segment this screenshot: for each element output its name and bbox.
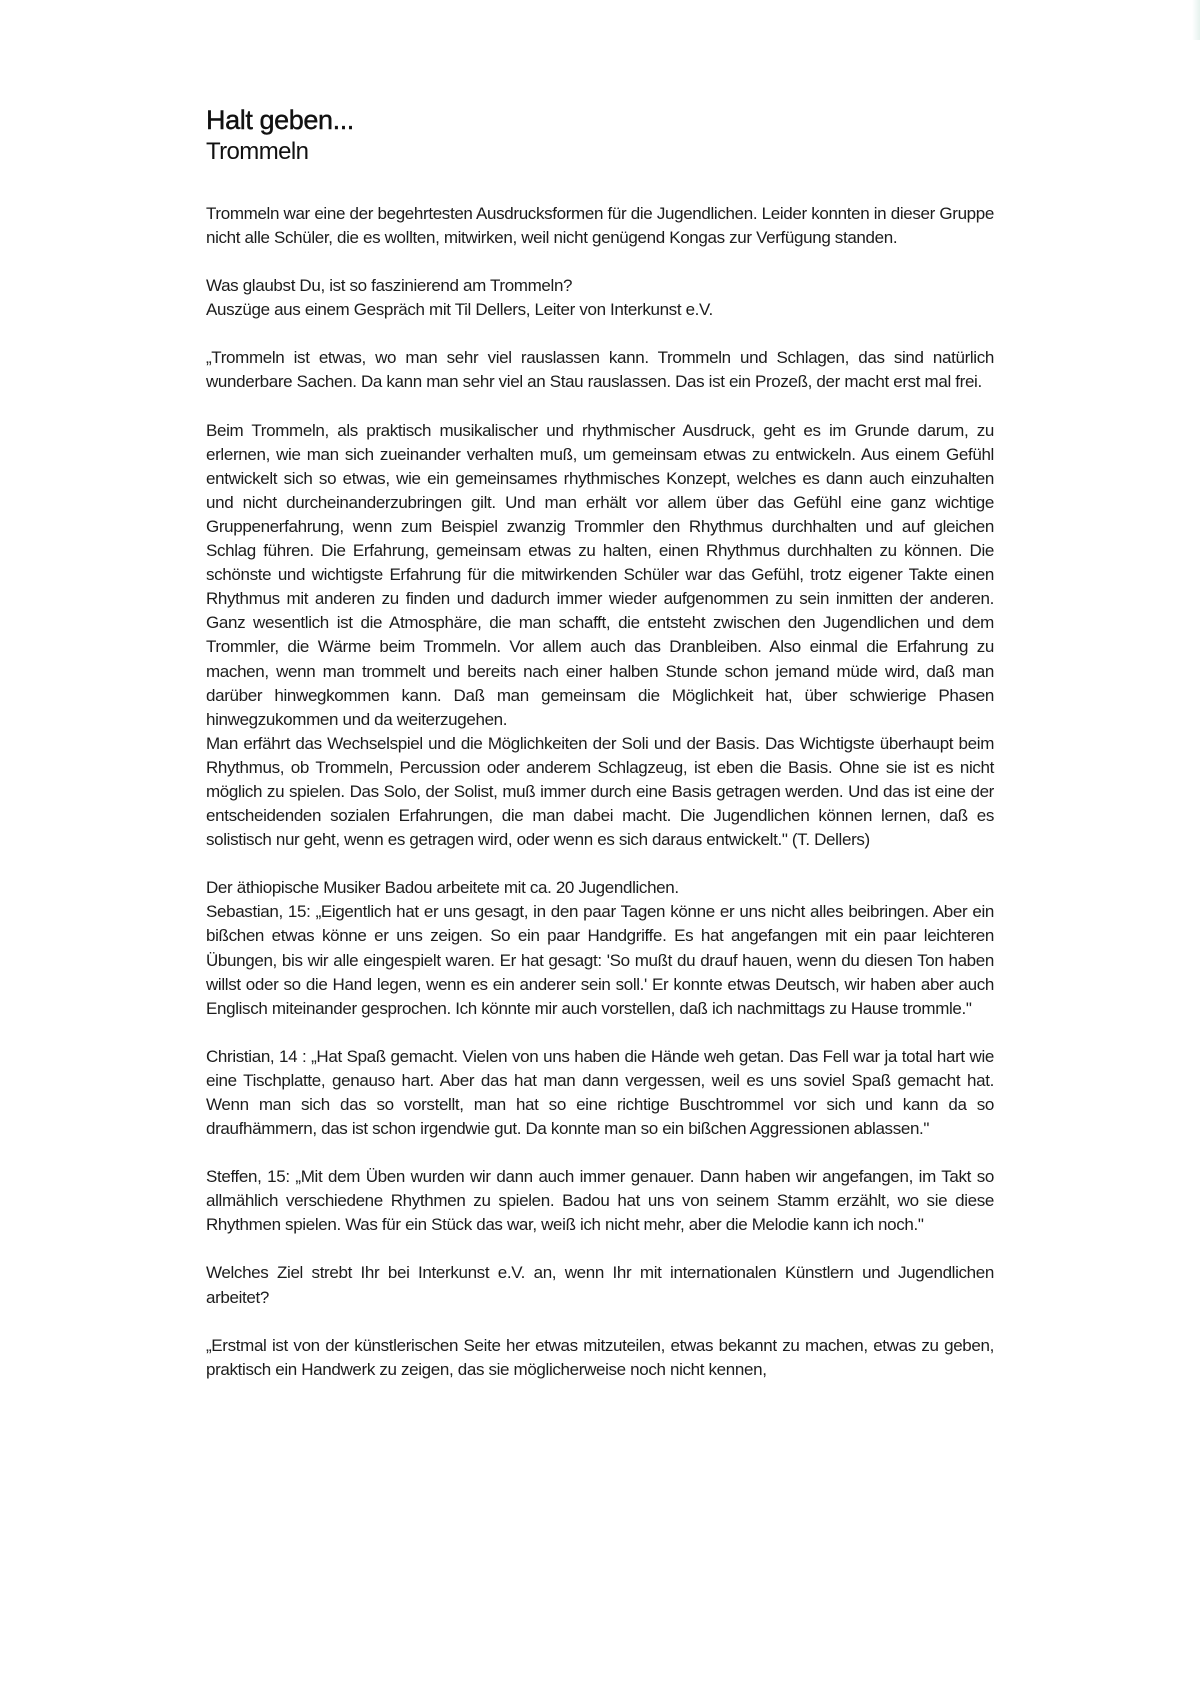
student-statements — [206, 876, 994, 1021]
article — [206, 103, 994, 1382]
badou-intro: Der äthiopische Musiker Badou arbeitete mit ca. 20 Jugendlichen. — [206, 878, 679, 898]
quote-paragraph-3: Man erfährt das Wechselspiel und die Möglichkeiten der Soli und der Basis. Das Wichtigste überhaupt beim Rhythmus, ob Trommeln, Percussion oder anderem Schlagzeug, ist eben die Basis. Ohne sie ist es nicht möglich zu spielen. Das Solo, der Solist, muß immer durch eine Basis getragen werden. Und das ist eine der entscheidenden sozialen Erfahrungen, die man dabei macht. Die Jugendlichen können lernen, daß es solistisch nur geht, wenn es getragen wird, oder wenn es sich daraus entwickelt." (T. Dellers) — [206, 733, 994, 850]
article-title: Halt geben... — [206, 105, 354, 135]
interview-question-2: Welches Ziel strebt Ihr bei Interkunst e.V. an, wenn Ihr mit internationalen Künstlern und Jugendlichen arbeitet? — [206, 1263, 994, 1307]
article-subtitle: Trommeln — [206, 138, 309, 165]
answer-paragraph-start: „Erstmal ist von der künstlerischen Seite her etwas mitzuteilen, etwas bekannt zu machen, etwas zu geben, praktisch ein Handwerk zu zeigen, das sie möglicherweise noch nicht kennen, — [206, 1335, 994, 1379]
statement-christian: Christian, 14 : „Hat Spaß gemacht. Vielen von uns haben die Hände weh getan. Das Fell war ja total hart wie eine Tischplatte, genauso hart. Aber das hat man dann vergessen, weil es uns soviel Spaß gemacht hat. Wenn man sich das so vorstellt, man hat so eine richtige Buschtrommel vor sich und kann da so draufhämmern, das ist schon irgendwie gut. Da konnte man so ein bißchen Aggressionen ablassen." — [206, 1046, 994, 1139]
interview-question: Was glaubst Du, ist so faszinierend am Trommeln? — [206, 276, 573, 296]
quote-paragraph-2: Beim Trommeln, als praktisch musikalischer und rhythmischer Ausdruck, geht es im Grunde darum, zu erlernen, wie man sich zueinander verhalten muß, um gemeinsam etwas zu entwickeln. Aus einem Gefühl entwickelt sich so etwas, wie ein gemeinsames rhythmisches Konzept, welches es dann auch einzuhalten und nicht durcheinanderzubringen gilt. Und man erhält vor allem über das Gefühl eine ganz wichtige Gruppenerfahrung, wenn zum Beispiel zwanzig Trommler den Rhythmus durchhalten und auf gleichen Schlag führen. Die Erfahrung, gemeinsam etwas zu halten, einen Rhythmus durchhalten zu können. Die schönste und wichtigste Erfahrung für die mitwirkenden Schüler war das Gefühl, trotz eigener Takte einen Rhythmus mit anderen zu finden und dadurch immer wieder aufgenommen zu sein inmitten der anderen. Ganz wesentlich ist die Atmosphäre, die man schafft, die entsteht zwischen den Jugendlichen und dem Trommler, die Wärme beim Trommeln. Vor allem auch das Dranbleiben. Also einmal die Erfahrung zu machen, wenn man trommelt und bereits nach einer halben Stunde schon jemand müde wird, daß man darüber hinwegkommen kann. Daß man gemeinsam die Möglichkeit hat, über schwierige Phasen hinwegzukommen und da weiterzugehen. — [206, 420, 994, 729]
interview-heading — [206, 274, 994, 322]
interview-source: Auszüge aus einem Gespräch mit Til Dellers, Leiter von Interkunst e.V. — [206, 300, 713, 320]
intro-paragraph: Trommeln war eine der begehrtesten Ausdrucksformen für die Jugendlichen. Leider konnten in dieser Gruppe nicht alle Schüler, die es wollten, mitwirken, weil nicht genügend Kongas zur Verfügung standen. — [206, 204, 994, 248]
statement-sebastian: Sebastian, 15: „Eigentlich hat er uns gesagt, in den paar Tagen könne er uns nicht alles beibringen. Aber ein bißchen etwas könne er uns zeigen. So ein paar Handgriffe. Es hat angefangen mit ein paar leichteren Übungen, bis wir alle eingespielt waren. Er hat gesagt: 'So mußt du drauf hauen, wenn du diesen Ton haben willst oder so die Hand legen, wenn es ein anderer sein soll.' Er konnte etwas Deutsch, wir haben aber auch Englisch miteinander gesprochen. Ich könnte mir auch vorstellen, daß ich nachmittags zu Hause trommle." — [206, 902, 994, 1018]
quote-paragraph-1: „Trommeln ist etwas, wo man sehr viel rauslassen kann. Trommeln und Schlagen, das sind natürlich wunderbare Sachen. Da kann man sehr viel an Stau rauslassen. Das ist ein Prozeß, der macht erst mal frei. — [206, 348, 994, 392]
statement-steffen: Steffen, 15: „Mit dem Üben wurden wir dann auch immer genauer. Dann haben wir angefangen, im Takt so allmählich verschiedene Rhythmen zu spielen. Badou hat uns von seinem Stamm erzählt, wo sie diese Rhythmen spielen. Was für ein Stück das war, weiß ich nicht mehr, aber die Melodie kann ich noch." — [206, 1167, 994, 1235]
page-edge — [1192, 0, 1200, 40]
